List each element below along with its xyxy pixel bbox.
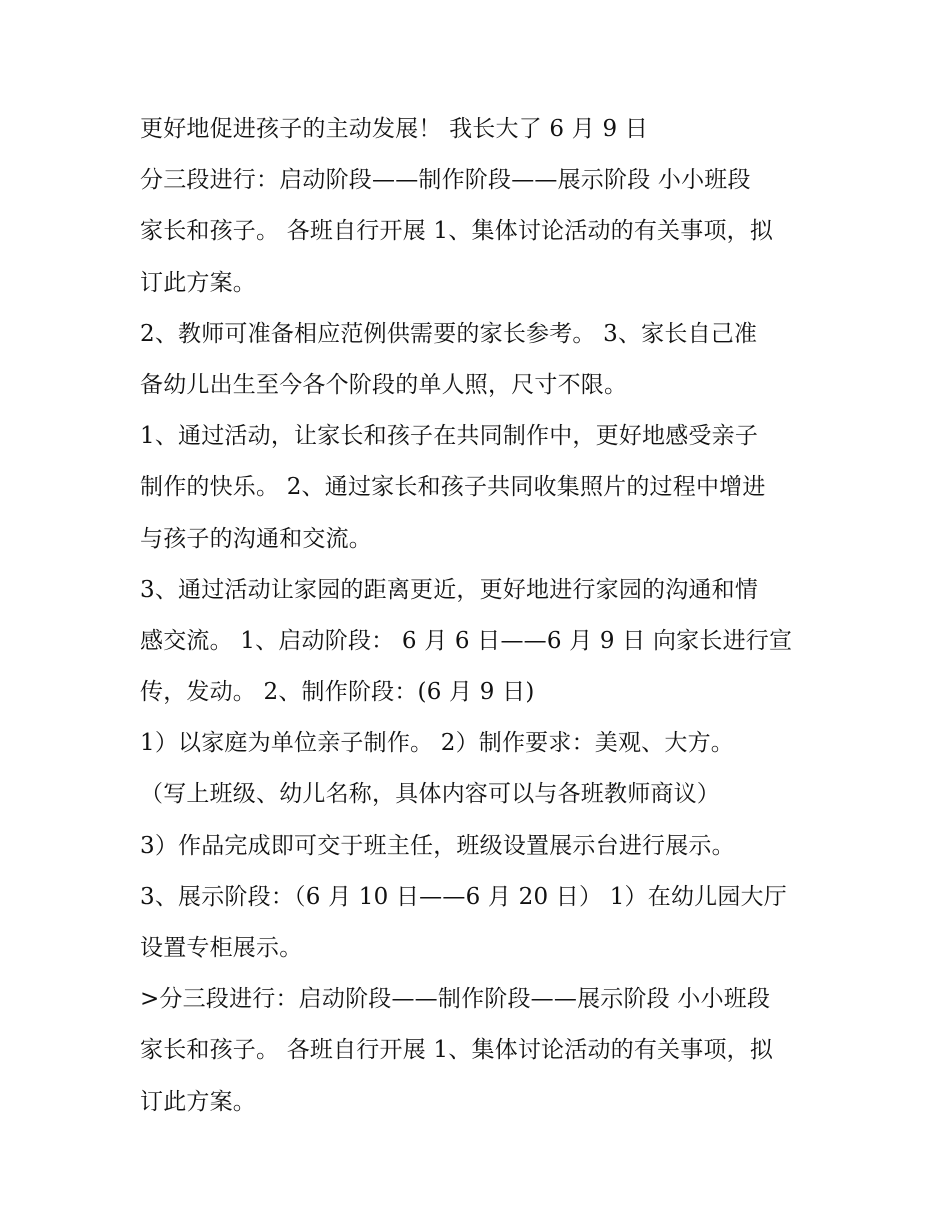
- document-body: [140, 104, 820, 1128]
- text-line-17: 设置专柜展示。: [140, 935, 303, 961]
- text-line-2: 分三段进行：启动阶段——制作阶段——展示阶段 小小班段: [140, 167, 751, 194]
- text-line-6: 备幼儿出生至今各个阶段的单人照，尺寸不限。: [140, 371, 628, 398]
- text-line-13: 1）以家庭为单位亲子制作。 2）制作要求：美观、大方。: [140, 730, 734, 757]
- text-line-8: 制作的快乐。 2、通过家长和孩子共同收集照片的过程中增进: [140, 474, 766, 501]
- text-line-5: 2、教师可准备相应范例供需要的家长参考。 3、家长自己准: [140, 320, 758, 347]
- text-line-9: 与孩子的沟通和交流。: [140, 525, 372, 552]
- text-line-19: 家长和孩子。 各班自行开展 1、集体讨论活动的有关事项，拟: [140, 1037, 774, 1064]
- text-line-10: 3、通过活动让家园的距离更近，更好地进行家园的沟通和情: [140, 576, 759, 603]
- text-line-4: 订此方案。: [140, 269, 256, 296]
- text-line-12: 传，发动。 2、制作阶段：(6 月 9 日): [140, 679, 535, 706]
- text-line-3: 家长和孩子。 各班自行开展 1、集体讨论活动的有关事项，拟: [140, 218, 774, 245]
- text-line-7: 1、通过活动，让家长和孩子在共同制作中，更好地感受亲子: [140, 423, 759, 450]
- text-line-11: 感交流。 1、启动阶段： 6 月 6 日——6 月 9 日 向家长进行宣: [140, 627, 793, 654]
- text-line-14: （写上班级、幼儿名称，具体内容可以与各班教师商议）: [140, 781, 720, 808]
- text-line-16: 3、展示阶段：（6 月 10 日——6 月 20 日） 1）在幼儿园大厅: [140, 883, 787, 910]
- text-line-20: 订此方案。: [140, 1088, 256, 1115]
- text-line-18: >分三段进行：启动阶段——制作阶段——展示阶段 小小班段: [140, 986, 771, 1013]
- text-line-15: 3）作品完成即可交于班主任，班级设置展示台进行展示。: [140, 832, 735, 859]
- text-line-1: 更好地促进孩子的主动发展！ 我长大了 6 月 9 日: [140, 116, 649, 142]
